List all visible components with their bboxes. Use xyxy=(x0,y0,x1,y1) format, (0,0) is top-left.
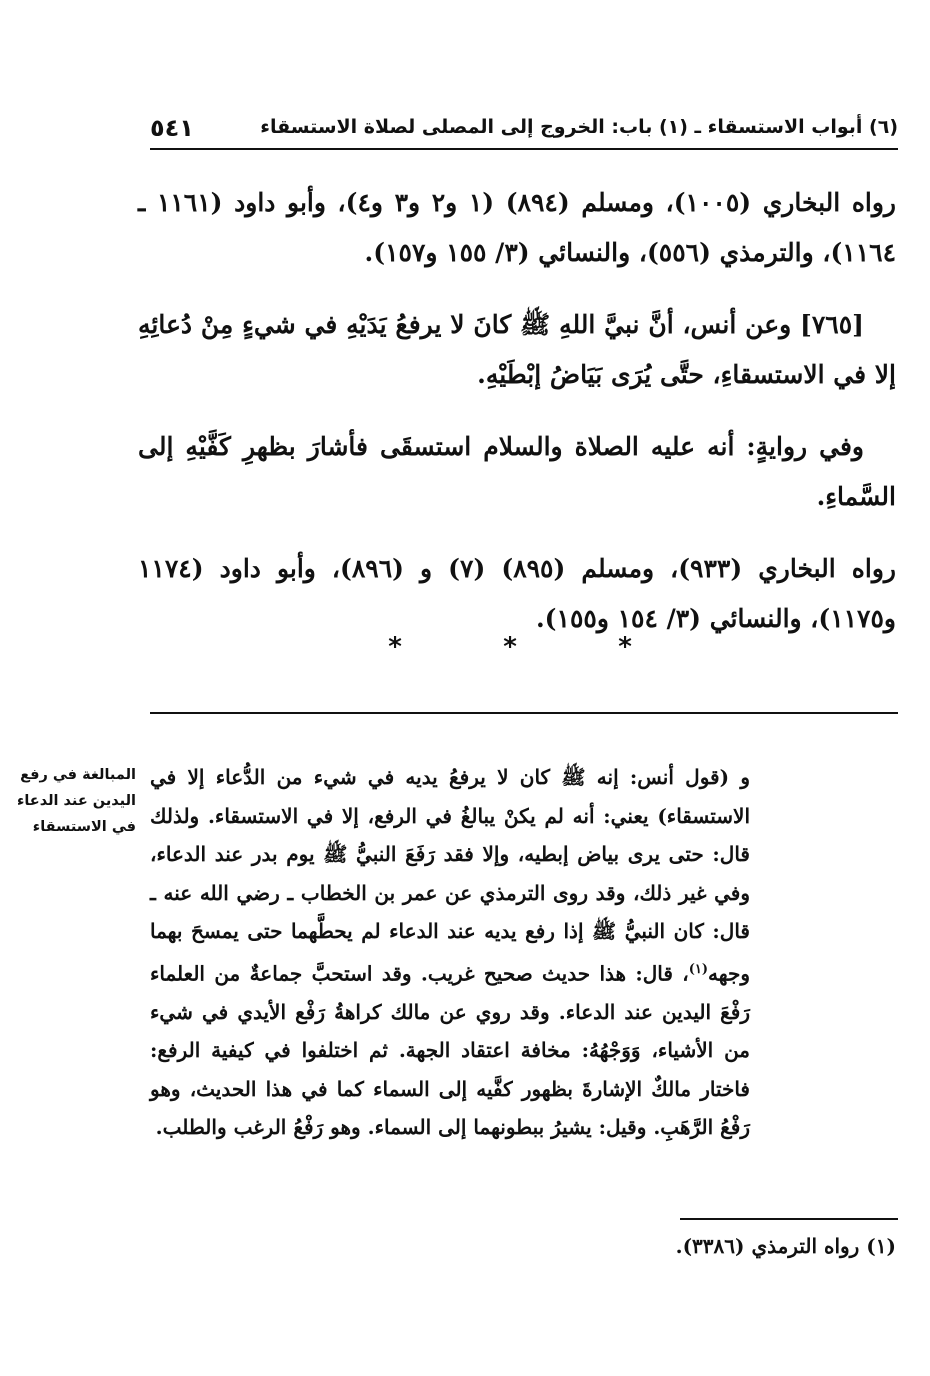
running-title: (٦) أبواب الاستسقاء ـ (١) باب: الخروج إلى المصلى لصلاة الاستسقاء xyxy=(260,116,898,138)
separator-star: * xyxy=(618,632,632,662)
hadith-765-paragraph: [٧٦٥] وعن أنس، أنَّ نبيَّ اللهِ ﷺ كانَ لا يرفعُ يَدَيْهِ في شيءٍ مِنْ دُعائِهِ إلا في الاستسقاءِ، حتَّى يُرَى بَيَاضُ إبْطَيْهِ. xyxy=(138,310,896,389)
footnote: (١) رواه الترمذي (٣٣٨٦). xyxy=(675,1234,896,1258)
footnote-reference: (١) xyxy=(688,961,709,977)
citation-paragraph-1: رواه البخاري (١٠٠٥)، ومسلم (٨٩٤) (١ و٢ و٣ و٤)، وأبو داود (١١٦١ ـ ١١٦٤)، والترمذي (٥٥٦)، والنسائي (٣/ ١٥٥ و١٥٧). xyxy=(138,188,897,267)
page-header xyxy=(150,112,898,148)
commentary-part-2: ، قال: هذا حديث صحيح غريب. وقد استحبَّ جماعةٌ من العلماء رَفْعَ اليدين عند الدعاء. وقد روي عن مالك كراهةُ رَفْع الأيدي في شيء من الأشياء، وَوَجْهُهُ: مخافة اعتقاد الجهة. ثم اختلفوا في كيفية الرفع: فاختار مالكٌ الإشارةَ بظهور كفَّيه إلى السماء كما في هذا الحديث، وهو رَفْعُ الرَّهَبِ. وقيل: يشيرُ ببطونهما إلى السماء. وهو رَفْعُ الرغب والطلب. xyxy=(150,961,750,1140)
narration-variant-paragraph: وفي روايةٍ: أنه عليه الصلاة والسلام استسقَى فأشارَ بظهرِ كَفَّيْهِ إلى السَّماءِ. xyxy=(138,432,896,511)
section-separator xyxy=(380,632,640,662)
hadith-text xyxy=(138,178,896,666)
header-rule xyxy=(150,148,898,150)
margin-note: المبالغة في رفع اليدين عند الدعاء في الاستسقاء xyxy=(16,767,136,835)
separator-star: * xyxy=(388,632,402,662)
citation-paragraph-2: رواه البخاري (٩٣٣)، ومسلم (٨٩٥) (٧) و (٨٩٦)، وأبو داود (١١٧٤ و١١٧٥)، والنسائي (٣/ ١٥٤ و١٥٥). xyxy=(138,554,896,633)
commentary-divider xyxy=(150,712,898,714)
commentary-paragraph xyxy=(150,758,750,1147)
footnote-rule xyxy=(680,1218,898,1220)
commentary-part-1: و (قول أنس: إنه ﷺ كان لا يرفعُ يديه في شيء من الدُّعاء إلا في الاستسقاء) يعني: أنه لم يكنْ يبالغُ في الرفع، إلا في الاستسقاء. ولذلك قال: حتى يرى بياض إبطيه، وإلا فقد رَفَعَ النبيُّ ﷺ يوم بدر عند الدعاء، وفي غير ذلك، وقد روى الترمذي عن عمر بن الخطاب ـ رضي الله عنه ـ قال: كان النبيُّ ﷺ إذا رفع يديه عند الدعاء لم يحطَّهما حتى يمسحَ بهما وجهه xyxy=(150,765,750,986)
commentary-text xyxy=(150,758,750,1147)
page-number: ٥٤١ xyxy=(150,114,194,142)
separator-star: * xyxy=(503,632,517,662)
